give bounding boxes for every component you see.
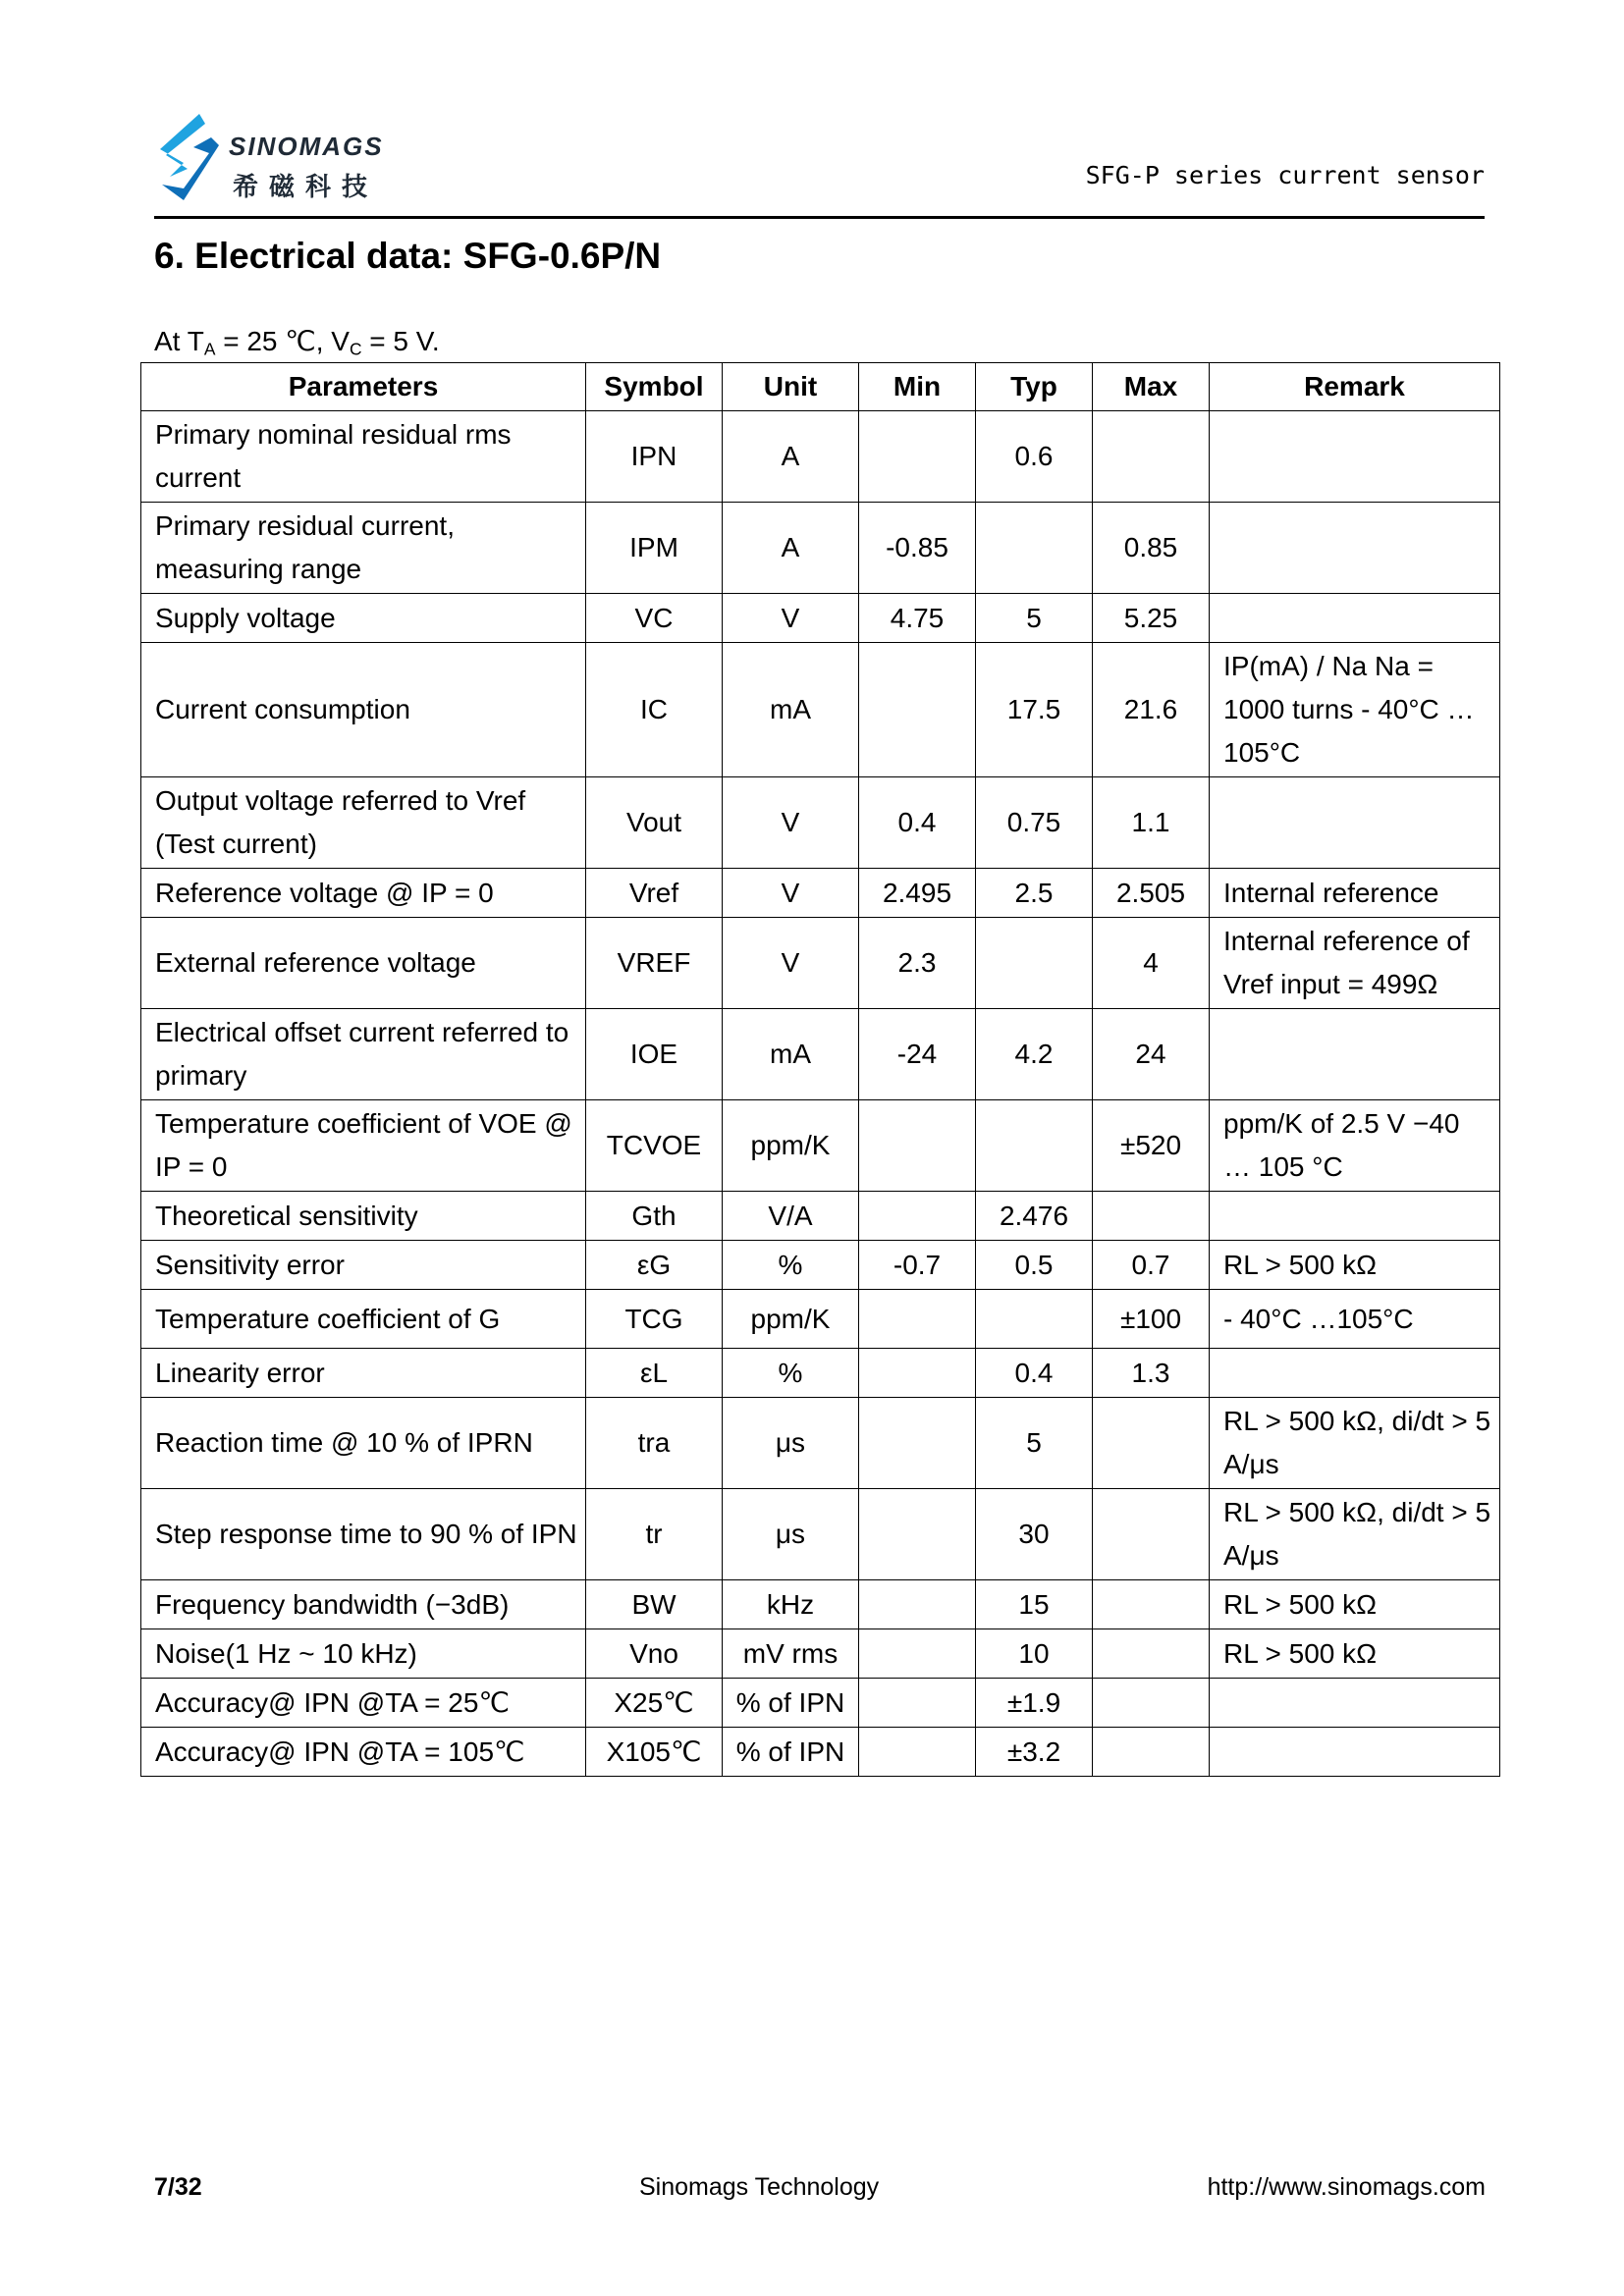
cell-unit: V/A: [723, 1192, 859, 1241]
table-row: [141, 869, 1500, 918]
table-row: [141, 777, 1500, 869]
cell-param: Current consumption: [141, 643, 586, 777]
cell-unit: mV rms: [723, 1629, 859, 1679]
cell-symbol: VREF: [586, 918, 723, 1009]
cell-min: 2.495: [859, 869, 976, 918]
cell-remark: [1210, 503, 1500, 594]
cell-param: Noise(1 Hz ~ 10 kHz): [141, 1629, 586, 1679]
cell-symbol: IC: [586, 643, 723, 777]
table-row: [141, 411, 1500, 503]
cell-typ: [976, 918, 1093, 1009]
cell-min: [859, 1192, 976, 1241]
cell-remark: [1210, 1679, 1500, 1728]
cell-symbol: IPM: [586, 503, 723, 594]
cell-symbol: BW: [586, 1580, 723, 1629]
cell-min: [859, 1629, 976, 1679]
table-row: [141, 1580, 1500, 1629]
cell-min: [859, 643, 976, 777]
cell-min: 2.3: [859, 918, 976, 1009]
cell-max: [1093, 1629, 1210, 1679]
cell-unit: V: [723, 594, 859, 643]
table-row: [141, 1728, 1500, 1777]
cell-typ: 0.5: [976, 1241, 1093, 1290]
cell-remark: Internal reference: [1210, 869, 1500, 918]
cell-min: [859, 1679, 976, 1728]
table-row: [141, 1100, 1500, 1192]
company-logo: [154, 110, 449, 208]
table-row: [141, 1489, 1500, 1580]
table-row: [141, 1349, 1500, 1398]
cell-max: [1093, 1580, 1210, 1629]
cell-param: Step response time to 90 % of IPN: [141, 1489, 586, 1580]
cell-param: Output voltage referred to Vref (Test current): [141, 777, 586, 869]
cell-max: [1093, 1728, 1210, 1777]
cell-symbol: tr: [586, 1489, 723, 1580]
cell-min: [859, 1489, 976, 1580]
cell-unit: A: [723, 411, 859, 503]
cell-unit: ppm/K: [723, 1290, 859, 1349]
cell-unit: mA: [723, 1009, 859, 1100]
cell-unit: V: [723, 777, 859, 869]
table-row: [141, 1192, 1500, 1241]
cell-typ: 30: [976, 1489, 1093, 1580]
table-row: [141, 1009, 1500, 1100]
cell-symbol: X105℃: [586, 1728, 723, 1777]
table-row: [141, 1398, 1500, 1489]
cell-max: 21.6: [1093, 643, 1210, 777]
cell-min: 0.4: [859, 777, 976, 869]
cell-max: ±520: [1093, 1100, 1210, 1192]
logo-s-icon: [154, 110, 227, 204]
table-row: [141, 1241, 1500, 1290]
cell-unit: V: [723, 869, 859, 918]
cell-typ: [976, 1100, 1093, 1192]
cell-typ: [976, 1290, 1093, 1349]
cell-typ: ±3.2: [976, 1728, 1093, 1777]
cell-remark: RL > 500 kΩ: [1210, 1629, 1500, 1679]
cell-unit: %: [723, 1241, 859, 1290]
cell-param: External reference voltage: [141, 918, 586, 1009]
cell-max: [1093, 1489, 1210, 1580]
table-row: [141, 643, 1500, 777]
cell-unit: mA: [723, 643, 859, 777]
cell-remark: - 40°C …105°C: [1210, 1290, 1500, 1349]
cell-unit: ppm/K: [723, 1100, 859, 1192]
table-header-row: [141, 363, 1500, 411]
cell-remark: RL > 500 kΩ: [1210, 1580, 1500, 1629]
cell-max: [1093, 1679, 1210, 1728]
cell-typ: 2.476: [976, 1192, 1093, 1241]
cell-remark: ppm/K of 2.5 V −40 … 105 °C: [1210, 1100, 1500, 1192]
section-title: 6. Electrical data: SFG-0.6P/N: [154, 236, 662, 276]
table-row: [141, 1679, 1500, 1728]
table-row: [141, 594, 1500, 643]
cell-unit: % of IPN: [723, 1728, 859, 1777]
cell-typ: 2.5: [976, 869, 1093, 918]
cell-remark: [1210, 1728, 1500, 1777]
cell-symbol: Gth: [586, 1192, 723, 1241]
cell-max: [1093, 1398, 1210, 1489]
cell-remark: [1210, 1192, 1500, 1241]
cell-unit: % of IPN: [723, 1679, 859, 1728]
cell-min: -0.85: [859, 503, 976, 594]
cell-unit: %: [723, 1349, 859, 1398]
cell-min: [859, 1349, 976, 1398]
cell-typ: [976, 503, 1093, 594]
cell-remark: Internal reference of Vref input = 499Ω: [1210, 918, 1500, 1009]
cell-param: Sensitivity error: [141, 1241, 586, 1290]
cell-param: Accuracy@ IPN @TA = 105℃: [141, 1728, 586, 1777]
cell-symbol: TCVOE: [586, 1100, 723, 1192]
cell-symbol: εG: [586, 1241, 723, 1290]
cell-symbol: Vno: [586, 1629, 723, 1679]
cell-unit: μs: [723, 1398, 859, 1489]
cell-max: 0.7: [1093, 1241, 1210, 1290]
cell-param: Primary nominal residual rms current: [141, 411, 586, 503]
cell-param: Reaction time @ 10 % of IPRN: [141, 1398, 586, 1489]
document-series: SFG-P series current sensor: [1085, 161, 1485, 189]
cell-symbol: IOE: [586, 1009, 723, 1100]
cell-min: 4.75: [859, 594, 976, 643]
cell-symbol: Vref: [586, 869, 723, 918]
cell-max: ±100: [1093, 1290, 1210, 1349]
header-max: Max: [1093, 363, 1210, 411]
cell-symbol: Vout: [586, 777, 723, 869]
header-parameters: Parameters: [141, 363, 586, 411]
cell-min: [859, 1100, 976, 1192]
cell-remark: [1210, 411, 1500, 503]
cell-symbol: IPN: [586, 411, 723, 503]
cell-param: Accuracy@ IPN @TA = 25℃: [141, 1679, 586, 1728]
cell-param: Frequency bandwidth (−3dB): [141, 1580, 586, 1629]
cell-param: Theoretical sensitivity: [141, 1192, 586, 1241]
cell-max: 1.3: [1093, 1349, 1210, 1398]
page-header: [154, 106, 1485, 219]
cell-symbol: tra: [586, 1398, 723, 1489]
cell-remark: RL > 500 kΩ: [1210, 1241, 1500, 1290]
cell-max: 4: [1093, 918, 1210, 1009]
cell-param: Supply voltage: [141, 594, 586, 643]
footer-url[interactable]: http://www.sinomags.com: [1207, 2173, 1486, 2201]
cell-min: -0.7: [859, 1241, 976, 1290]
cell-min: [859, 1398, 976, 1489]
header-min: Min: [859, 363, 976, 411]
brand-name: SINOMAGS: [229, 132, 384, 161]
cell-min: [859, 411, 976, 503]
cell-typ: 5: [976, 1398, 1093, 1489]
table-row: [141, 1629, 1500, 1679]
cell-typ: 17.5: [976, 643, 1093, 777]
cell-unit: kHz: [723, 1580, 859, 1629]
cell-symbol: εL: [586, 1349, 723, 1398]
cell-typ: 4.2: [976, 1009, 1093, 1100]
header-symbol: Symbol: [586, 363, 723, 411]
cell-remark: RL > 500 kΩ, di/dt > 5 A/μs: [1210, 1489, 1500, 1580]
cell-remark: RL > 500 kΩ, di/dt > 5 A/μs: [1210, 1398, 1500, 1489]
cell-min: [859, 1290, 976, 1349]
cell-remark: IP(mA) / Na Na = 1000 turns - 40°C …105°C: [1210, 643, 1500, 777]
cell-min: [859, 1728, 976, 1777]
cell-symbol: TCG: [586, 1290, 723, 1349]
cell-remark: [1210, 777, 1500, 869]
cell-max: 2.505: [1093, 869, 1210, 918]
cell-typ: 0.6: [976, 411, 1093, 503]
cell-param: Temperature coefficient of G: [141, 1290, 586, 1349]
cell-remark: [1210, 594, 1500, 643]
cell-param: Electrical offset current referred to primary: [141, 1009, 586, 1100]
cell-param: Linearity error: [141, 1349, 586, 1398]
cell-max: [1093, 1192, 1210, 1241]
header-typ: Typ: [976, 363, 1093, 411]
cell-param: Reference voltage @ IP = 0: [141, 869, 586, 918]
cell-max: 5.25: [1093, 594, 1210, 643]
table-row: [141, 1290, 1500, 1349]
cell-typ: 5: [976, 594, 1093, 643]
cell-symbol: X25℃: [586, 1679, 723, 1728]
cell-remark: [1210, 1009, 1500, 1100]
footer-company: Sinomags Technology: [639, 2173, 880, 2201]
cell-typ: ±1.9: [976, 1679, 1093, 1728]
test-conditions: At $T_A = 25$ ℃, $V_C = 5$ V.: [154, 326, 440, 359]
electrical-data-table: [140, 362, 1500, 1777]
cell-min: -24: [859, 1009, 976, 1100]
cell-param: Primary residual current, measuring range: [141, 503, 586, 594]
cell-typ: 15: [976, 1580, 1093, 1629]
table-row: [141, 503, 1500, 594]
table-row: [141, 918, 1500, 1009]
cell-unit: μs: [723, 1489, 859, 1580]
cell-symbol: VC: [586, 594, 723, 643]
header-unit: Unit: [723, 363, 859, 411]
cell-max: 0.85: [1093, 503, 1210, 594]
cell-min: [859, 1580, 976, 1629]
cell-typ: 10: [976, 1629, 1093, 1679]
cell-max: 1.1: [1093, 777, 1210, 869]
cell-param: Temperature coefficient of VOE @ IP = 0: [141, 1100, 586, 1192]
cell-unit: V: [723, 918, 859, 1009]
brand-name-cn: 希磁科技: [233, 172, 379, 201]
cell-max: 24: [1093, 1009, 1210, 1100]
cell-typ: 0.4: [976, 1349, 1093, 1398]
cell-max: [1093, 411, 1210, 503]
cell-unit: A: [723, 503, 859, 594]
header-remark: Remark: [1210, 363, 1500, 411]
cell-remark: [1210, 1349, 1500, 1398]
cell-typ: 0.75: [976, 777, 1093, 869]
page-number: 7/32: [154, 2173, 202, 2201]
